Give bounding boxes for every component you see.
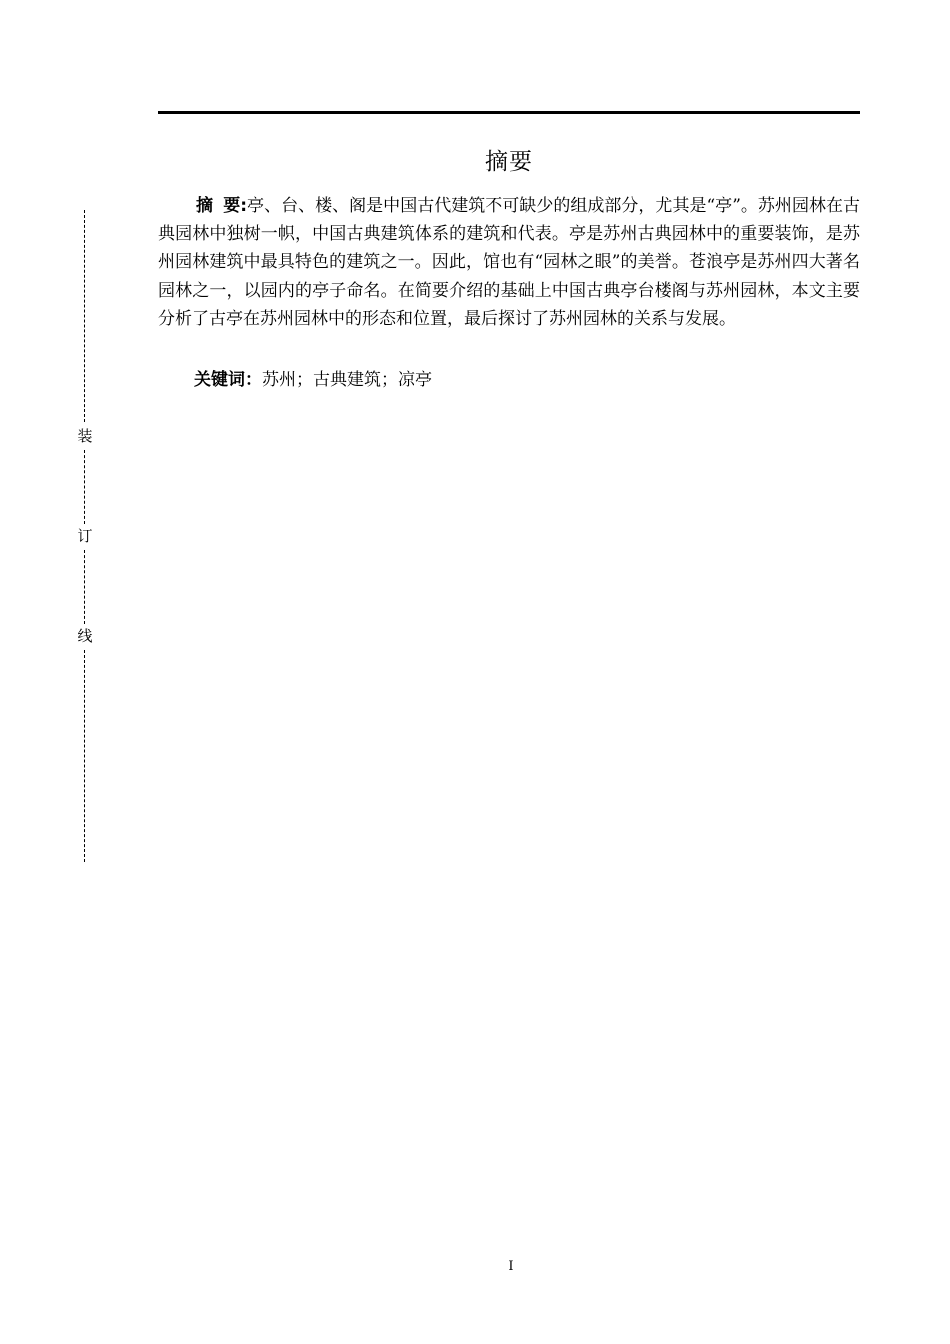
page-title: 摘要 <box>485 149 533 175</box>
header-rule <box>158 111 860 114</box>
abstract-paragraph <box>158 192 860 333</box>
binding-line-segment <box>84 210 85 422</box>
keywords-label: 关键词： <box>194 370 262 390</box>
binding-line-segment <box>84 450 85 524</box>
keywords-line <box>158 366 860 394</box>
binding-line-segment <box>84 550 85 624</box>
abstract-text: 亭、台、楼、阁是中国古代建筑不可缺少的组成部分，尤其是“亭”。苏州园林在古典园林中独树一帜，中国古典建筑体系的建筑和代表。亭是苏州古典园林中的重要装饰，是苏州园林建筑中最具特色的建筑之一。因此，馆也有“园林之眼”的美誉。苍浪亭是苏州四大著名园林之一，以园内的亭子命名。在简要介绍的基础上中国古典亭台楼阁与苏州园林，本文主要分析了古亭在苏州园林中的形态和位置，最后探讨了苏州园林的关系与发展。 <box>158 196 860 329</box>
keywords-value: 苏州；古典建筑；凉亭 <box>262 370 432 390</box>
abstract-label-colon: : <box>240 196 248 216</box>
binding-char-xian: 线 <box>77 627 93 645</box>
binding-line-segment <box>84 650 85 862</box>
binding-char-ding: 订 <box>77 527 93 545</box>
abstract-label-first: 摘 <box>196 196 224 216</box>
page-number: I <box>508 1259 514 1274</box>
binding-char-zhuang: 装 <box>77 427 93 445</box>
abstract-label-second: 要 <box>223 196 241 216</box>
